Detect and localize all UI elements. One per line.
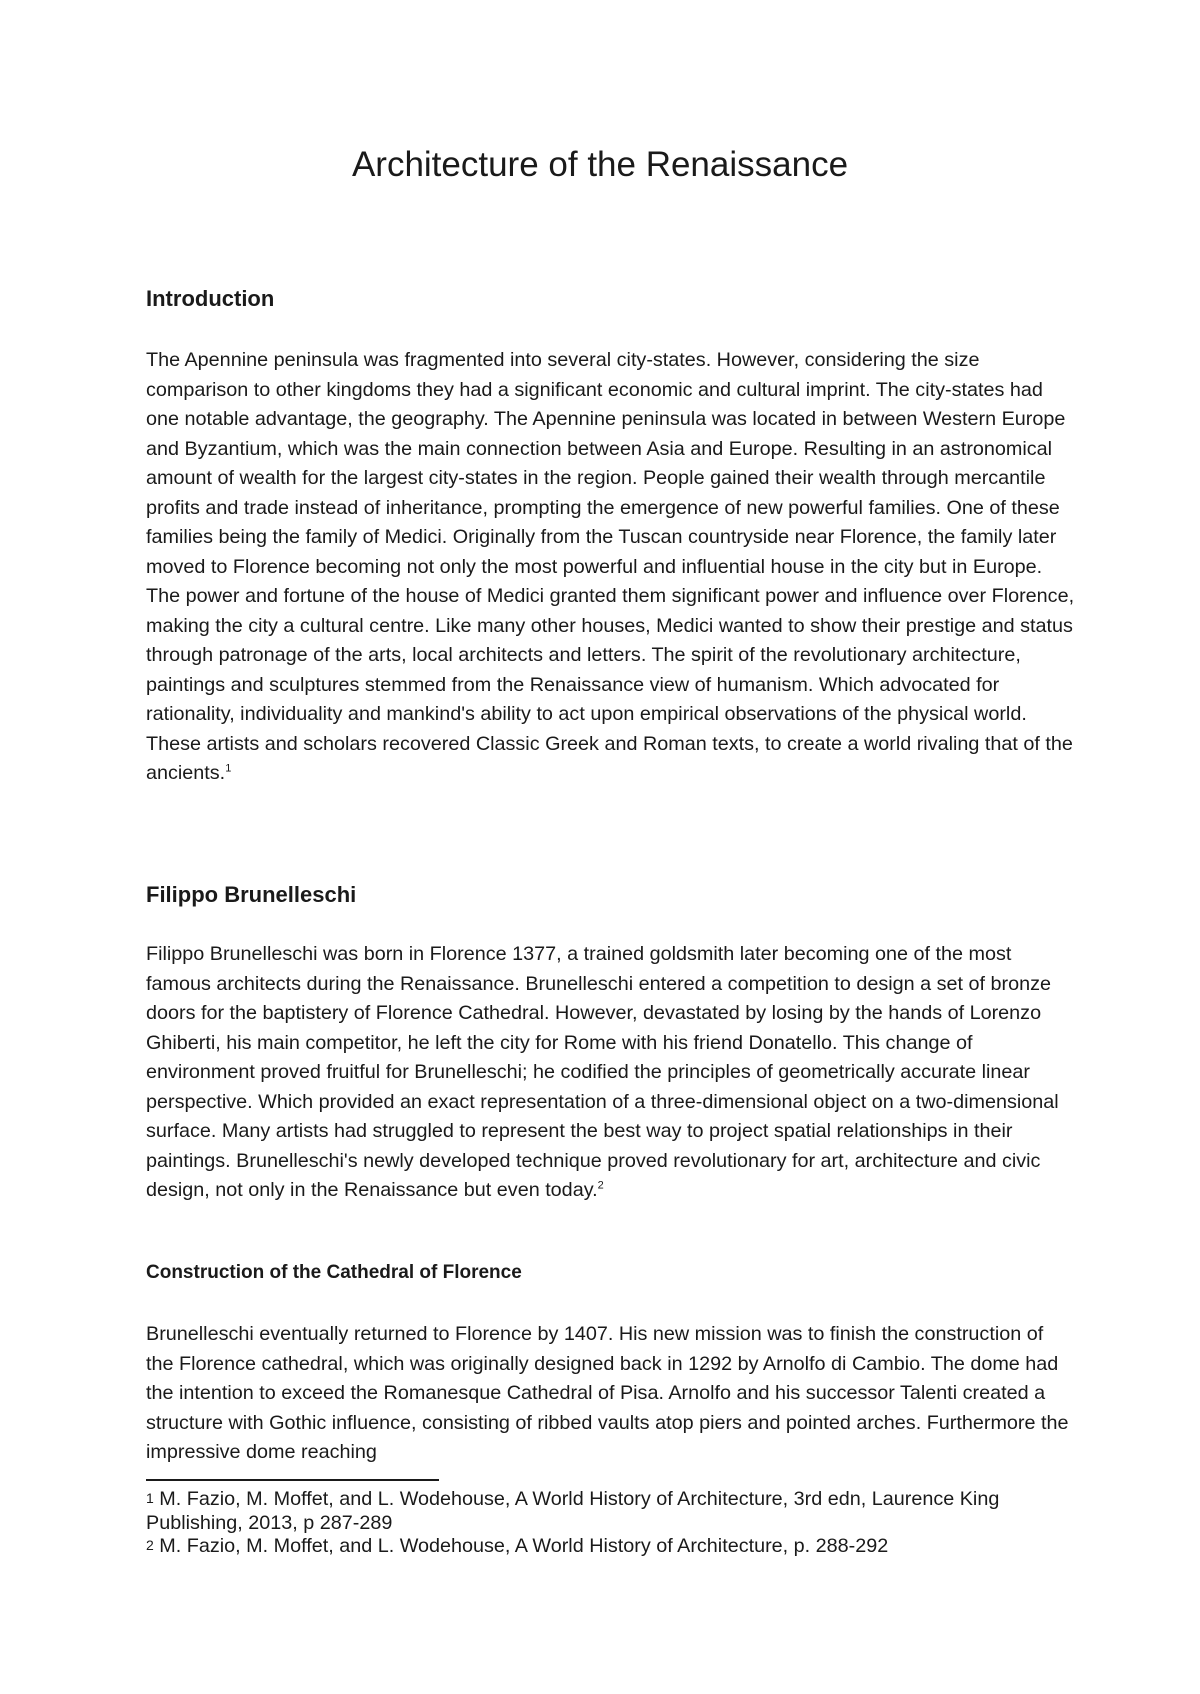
section-heading-introduction: Introduction [146,286,275,311]
footnote-text-1: M. Fazio, M. Moffet, and L. Wodehouse, A World History of Architecture, 3rd edn, Laurence King Publishing, 2013, p 287-289 [146,1488,1000,1534]
footnote-reference-1: 1 [225,762,232,775]
footnotes [146,1488,1066,1559]
section-heading-brunelleschi: Filippo Brunelleschi [146,882,357,907]
paragraph-brunelleschi [146,940,1076,1206]
paragraph-introduction [146,346,1076,789]
footnote-mark-1: 1 [146,1490,154,1506]
page-title: Architecture of the Renaissance [351,145,849,184]
section-heading-construction: Construction of the Cathedral of Florence [146,1262,522,1283]
paragraph-brunelleschi-text: Filippo Brunelleschi was born in Florence 1377, a trained goldsmith later becoming one of the most famous architects during the Renaissance. Brunelleschi entered a competition to design a set of bronze doors for the baptistery of Florence Cathedral. However, devastated by losing by the hands of Lorenzo Ghiberti, his main competitor, he left the city for Rome with his friend Donatello. This change of environment proved fruitful for Brunelleschi; he codified the principles of geometrically accurate linear perspective. Which provided an exact representation of a three-dimensional object on a two-dimensional surface. Many artists had struggled to represent the best way to project spatial relationships in their paintings. Brunelleschi's newly developed technique proved revolutionary for art, architecture and civic design, not only in the Renaissance but even today. [146,943,1059,1201]
footnote-mark-2: 2 [146,1537,154,1553]
footnote-separator [146,1479,439,1481]
paragraph-introduction-text: The Apennine peninsula was fragmented into several city-states. However, considering the size comparison to other kingdoms they had a significant economic and cultural imprint. The city-states had one notable advantage, the geography. The Apennine peninsula was located in between Western Europe and Byzantium, which was the main connection between Asia and Europe. Resulting in an astronomical amount of wealth for the largest city-states in the region. People gained their wealth through mercantile profits and trade instead of inheritance, prompting the emergence of new powerful families. One of these families being the family of Medici. Originally from the Tuscan countryside near Florence, the family later moved to Florence becoming not only the most powerful and influential house in the city but in Europe. The power and fortune of the house of Medici granted them significant power and influence over Florence, making the city a cultural centre. Like many other houses, Medici wanted to show their prestige and status through patronage of the arts, local architects and letters. The spirit of the revolutionary architecture, paintings and sculptures stemmed from the Renaissance view of humanism. Which advocated for rationality, individuality and mankind's ability to act upon empirical observations of the physical world. These artists and scholars recovered Classic Greek and Roman texts, to create a world rivaling that of the ancients. [146,349,1075,784]
footnote-text-2: M. Fazio, M. Moffet, and L. Wodehouse, A World History of Architecture, p. 288-292 [153,1535,889,1557]
footnote-reference-2: 2 [597,1179,604,1192]
footnote-2 [146,1535,1066,1559]
paragraph-construction: Brunelleschi eventually returned to Florence by 1407. His new mission was to finish the construction of the Florence cathedral, which was originally designed back in 1292 by Arnolfo di Cambio. The dome had the intention to exceed the Romanesque Cathedral of Pisa. Arnolfo and his successor Talenti created a structure with Gothic influence, consisting of ribbed vaults atop piers and pointed arches. Furthermore the impressive dome reaching [146,1323,1069,1463]
footnote-1 [146,1488,1066,1535]
